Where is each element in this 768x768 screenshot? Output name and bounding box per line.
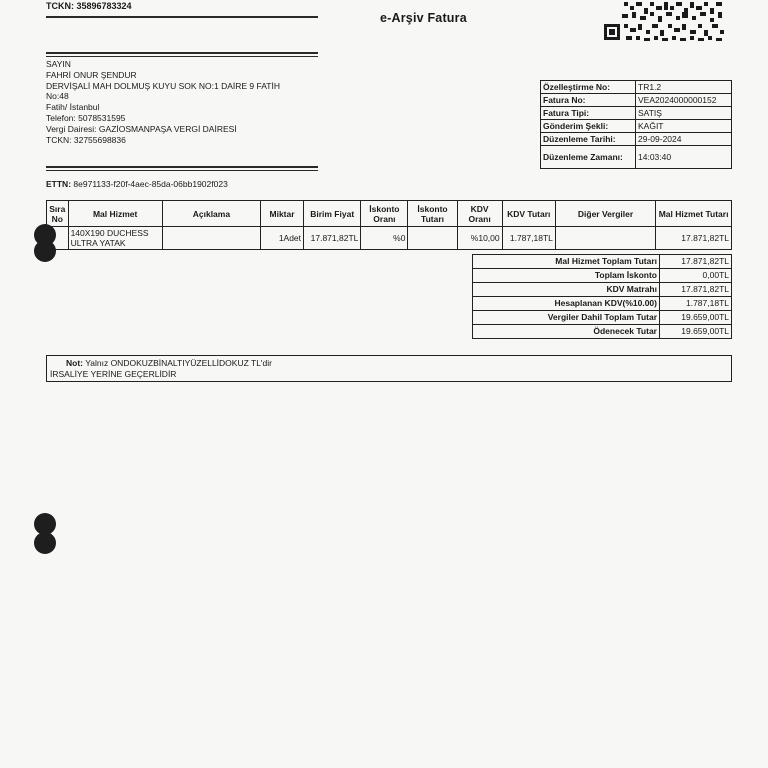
totals-key: Toplam İskonto: [473, 269, 660, 283]
col-header: Diğer Vergiler: [555, 201, 655, 227]
meta-key: Düzenleme Zamanı:: [541, 146, 636, 169]
meta-row: [541, 107, 732, 120]
totals-row: [473, 325, 732, 339]
meta-row: [541, 94, 732, 107]
totals-row: [473, 255, 732, 269]
totals-row: [473, 311, 732, 325]
items-header-row: [47, 201, 732, 227]
col-header: İskonto Oranı: [361, 201, 408, 227]
col-header: Birim Fiyat: [304, 201, 361, 227]
totals-key: Vergiler Dahil Toplam Tutar: [473, 311, 660, 325]
totals-value: 19.659,00TL: [660, 325, 732, 339]
totals-row: [473, 297, 732, 311]
buyer-bottom-rule: [46, 166, 318, 168]
meta-row: [541, 81, 732, 94]
note-label: Not:: [66, 358, 83, 368]
note-line1: [50, 358, 728, 369]
table-row: [47, 227, 732, 250]
ettn-label: ETTN:: [46, 179, 72, 189]
meta-key: Fatura No:: [541, 94, 636, 107]
meta-value: KAĞIT: [636, 120, 732, 133]
totals-value: 0,00TL: [660, 269, 732, 283]
cell-iskonto-orani: %0: [361, 227, 408, 250]
col-header: Mal Hizmet: [68, 201, 162, 227]
meta-value: 14:03:40: [636, 146, 732, 169]
qr-code-icon: [602, 0, 728, 42]
punch-hole-icon: [34, 532, 56, 554]
buyer-address-line2: No:48: [46, 91, 69, 102]
buyer-city: Fatih/ İstanbul: [46, 102, 100, 113]
buyer-tckn: TCKN: 32755698836: [46, 134, 126, 145]
col-header: Mal Hizmet Tutarı: [656, 201, 732, 227]
meta-key: Fatura Tipi:: [541, 107, 636, 120]
totals-key: KDV Matrahı: [473, 283, 660, 297]
cell-aciklama: [162, 227, 260, 250]
meta-key: Gönderim Şekli:: [541, 120, 636, 133]
totals-table: [472, 254, 732, 339]
meta-key: Düzenleme Tarihi:: [541, 133, 636, 146]
cell-mal-hizmet-tutari: 17.871,82TL: [656, 227, 732, 250]
buyer-name: FAHRİ ONUR ŞENDUR: [46, 69, 137, 80]
ettn: [46, 179, 228, 189]
note-line2: İRSALİYE YERİNE GEÇERLİDİR: [50, 369, 177, 379]
meta-value: TR1.2: [636, 81, 732, 94]
meta-row: [541, 120, 732, 133]
top-tckn: TCKN: 35896783324: [46, 1, 132, 11]
col-header: KDV Oranı: [457, 201, 502, 227]
buyer-greeting: SAYIN: [46, 59, 71, 69]
meta-key: Özelleştirme No:: [541, 81, 636, 94]
col-header: Miktar: [261, 201, 304, 227]
col-header: Açıklama: [162, 201, 260, 227]
totals-key: Mal Hizmet Toplam Tutarı: [473, 255, 660, 269]
punch-hole-icon: [34, 240, 56, 262]
meta-value: 29-09-2024: [636, 133, 732, 146]
totals-row: [473, 283, 732, 297]
totals-row: [473, 269, 732, 283]
cell-kdv-orani: %10,00: [457, 227, 502, 250]
buyer-top-rule: [46, 52, 318, 54]
meta-value: SATIŞ: [636, 107, 732, 120]
col-header: KDV Tutarı: [502, 201, 555, 227]
meta-row: [541, 133, 732, 146]
buyer-address-line1: DERVİŞALİ MAH DOLMUŞ KUYU SOK NO:1 DAİRE 9 FATİH: [46, 80, 280, 91]
meta-row: [541, 146, 732, 169]
buyer-tax-office: Vergi Dairesi: GAZİOSMANPAŞA VERGİ DAİRESİ: [46, 123, 237, 134]
cell-kdv-tutari: 1.787,18TL: [502, 227, 555, 250]
col-header: Sıra No: [47, 201, 69, 227]
cell-diger-vergiler: [555, 227, 655, 250]
ettn-value: 8e971133-f20f-4aec-85da-06bb1902f023: [73, 179, 228, 189]
buyer-phone: Telefon: 5078531595: [46, 112, 126, 123]
note-box: [46, 355, 732, 382]
totals-value: 17.871,82TL: [660, 283, 732, 297]
note-text: Yalnız ONDOKUZBİNALTIYÜZELLİDOKUZ TL'dir: [85, 358, 272, 368]
totals-key: Hesaplanan KDV(%10.00): [473, 297, 660, 311]
totals-value: 19.659,00TL: [660, 311, 732, 325]
header-rule: [46, 16, 318, 18]
buyer-block: [46, 59, 316, 145]
cell-iskonto-tutari: [408, 227, 457, 250]
col-header: İskonto Tutarı: [408, 201, 457, 227]
cell-birim-fiyat: 17.871,82TL: [304, 227, 361, 250]
totals-value: 17.871,82TL: [660, 255, 732, 269]
document-title: e-Arşiv Fatura: [380, 11, 467, 25]
meta-value: VEA2024000000152: [636, 94, 732, 107]
buyer-bottom-rule-2: [46, 170, 318, 171]
cell-mal-hizmet: 140X190 DUCHESS ULTRA YATAK: [68, 227, 162, 250]
items-table: [46, 200, 732, 250]
totals-value: 1.787,18TL: [660, 297, 732, 311]
invoice-meta-table: [540, 80, 732, 169]
buyer-top-rule-2: [46, 56, 318, 57]
cell-miktar: 1Adet: [261, 227, 304, 250]
totals-key: Ödenecek Tutar: [473, 325, 660, 339]
